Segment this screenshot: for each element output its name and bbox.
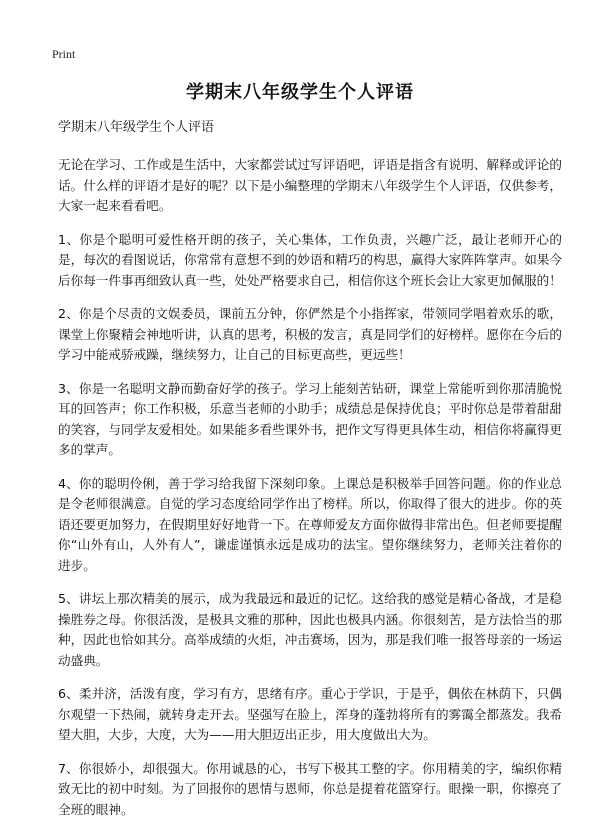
document-subtitle: 学期末八年级学生个人评语 [58, 120, 215, 135]
print-link[interactable]: Print [52, 47, 76, 61]
page-title: 学期末八年级学生个人评语 [186, 82, 414, 103]
paragraph-comment-2: 2、你是个尽责的文娱委员，课前五分钟，你俨然是个小指挥家，带领同学唱着欢乐的歌，课堂上你聚精会神地听讲，认真的思考，积极的发言，真是同学们的好榜样。愿你在今后的学习中能戒骄戒躁，继续努力，让自己的目标更高些，更远些！ [58, 306, 562, 362]
paragraph-comment-3: 3、你是一名聪明文静而勤奋好学的孩子。学习上能刻苦钻研，课堂上常能听到你那清脆悦耳的回答声；你工作积极，乐意当老师的小助手；成绩总是保持优良；平时你总是带着甜甜的笑容，与同学友爱相处。如果能多看些课外书，把作文写得更具体生动，相信你将赢得更多的掌声。 [58, 380, 562, 457]
paragraph-comment-7: 7、你很娇小，却很强大。你用诚恳的心，书写下极其工整的字。你用精美的字，编织你精致无比的初中时刻。为了回报你的恩情与恩师，你总是提着花篮穿行。眼操一职，你擦亮了全班的眼神。 [58, 760, 562, 817]
paragraph-comment-1: 1、你是个聪明可爱性格开朗的孩子，关心集体，工作负责，兴趣广泛，最让老师开心的是，每次的看图说话，你常常有意想不到的妙语和精巧的构思，赢得大家阵阵掌声。如果今后你每一件事再细致认真一些，处处严格要求自己，相信你这个班长会让大家更加佩服的！ [58, 231, 562, 288]
paragraph-comment-6: 6、柔并济，活泼有度，学习有方，思绪有序。重心于学识，于是乎，偶依在林荫下，只偶尔观望一下热闹，就转身走开去。坚强写在脸上，浑身的蓬勃将所有的雾霭全都蒸发。我希望大胆，大步，大度，大为——用大胆迈出正步，用大度做出大为。 [58, 686, 562, 742]
paragraph-comment-5: 5、讲坛上那次精美的展示，成为我最远和最近的记忆。这给我的感觉是精心备战，才是稳操胜券之母。你很活泼，是极具文雅的那种，因此也极具内涵。你很刻苦，是方法恰当的那种，因此也恰如其分。高举成绩的火炬，冲击赛场，因为，那是我们唯一报答母亲的一场运动盛典。 [58, 591, 562, 668]
paragraph-comment-4: 4、你的聪明伶俐，善于学习给我留下深刻印象。上课总是积极举手回答问题。你的作业总是令老师很满意。自觉的学习态度给同学作出了榜样。所以，你取得了很大的进步。你的英语还要更加努力，在假期里好好地背一下。在尊师爱友方面你做得非常出色。但老师要提醒你“山外有山，人外有人”，谦虚谨慎永远是成功的法宝。望你继续努力，老师关注着你的进步。 [58, 475, 562, 573]
document-body [58, 118, 562, 833]
paragraph-intro: 无论在学习、工作或是生活中，大家都尝试过写评语吧，评语是指含有说明、解释或评论的话。什么样的评语才是好的呢？以下是小编整理的学期末八年级学生个人评语，仅供参考，大家一起来看看吧。 [58, 157, 562, 213]
